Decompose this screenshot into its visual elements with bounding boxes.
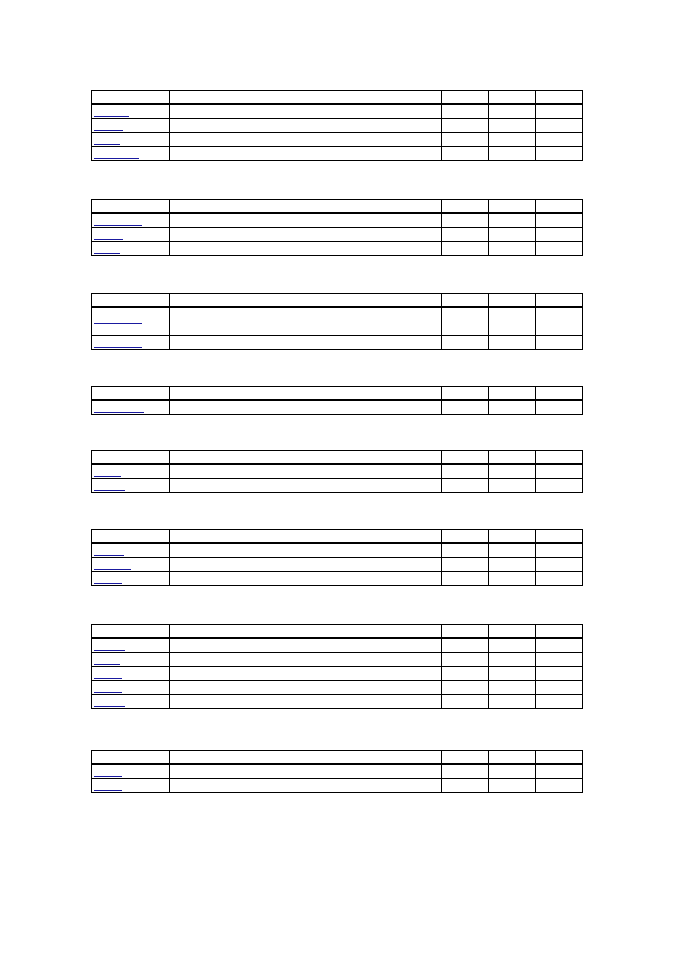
header-cell (442, 91, 489, 105)
table-cell (442, 667, 489, 681)
table-cell (442, 779, 489, 793)
row-link-cell (92, 638, 170, 653)
table-cell (489, 213, 536, 228)
table-cell (536, 681, 583, 695)
table-row (92, 543, 583, 558)
table-7 (91, 624, 583, 709)
header-cell (92, 625, 170, 639)
table-cell (536, 479, 583, 493)
header-cell (536, 387, 583, 401)
table-cell (170, 479, 442, 493)
row-link[interactable] (94, 322, 142, 324)
header-cell (489, 91, 536, 105)
table-header-row (92, 200, 583, 214)
table-cell (442, 307, 489, 336)
table-header-row (92, 451, 583, 465)
table-4 (91, 386, 583, 415)
row-link-cell (92, 653, 170, 667)
table-cell (489, 667, 536, 681)
row-link[interactable] (94, 705, 125, 707)
table-cell (489, 400, 536, 415)
row-link[interactable] (94, 677, 122, 679)
row-link[interactable] (94, 554, 124, 556)
table-cell (536, 228, 583, 242)
header-cell (92, 387, 170, 401)
row-link[interactable] (94, 775, 122, 777)
table-cell (489, 228, 536, 242)
header-cell (92, 451, 170, 465)
table-cell (170, 307, 442, 336)
row-link[interactable] (94, 129, 123, 131)
table-cell (170, 695, 442, 709)
header-cell (92, 751, 170, 765)
table-cell (489, 638, 536, 653)
row-link[interactable] (94, 252, 120, 254)
table-2 (91, 199, 583, 256)
table-cell (170, 104, 442, 119)
table-cell (442, 147, 489, 161)
table-cell (170, 336, 442, 350)
table-row (92, 558, 583, 572)
header-cell (536, 625, 583, 639)
header-cell (442, 294, 489, 308)
table-cell (489, 543, 536, 558)
table-row (92, 464, 583, 479)
table-cell (442, 479, 489, 493)
header-cell (442, 451, 489, 465)
table-row (92, 572, 583, 586)
header-cell (536, 91, 583, 105)
header-cell (536, 530, 583, 544)
table-header-row (92, 294, 583, 308)
table-cell (536, 336, 583, 350)
table-cell (536, 133, 583, 147)
table-row (92, 307, 583, 336)
table-cell (536, 779, 583, 793)
table-row (92, 104, 583, 119)
table-cell (442, 464, 489, 479)
row-link[interactable] (94, 143, 120, 145)
table-row (92, 242, 583, 256)
table-cell (442, 764, 489, 779)
table-cell (536, 764, 583, 779)
row-link-cell (92, 667, 170, 681)
row-link-cell (92, 104, 170, 119)
row-link-cell (92, 681, 170, 695)
header-cell (92, 91, 170, 105)
table-cell (489, 764, 536, 779)
header-cell (442, 625, 489, 639)
table-row (92, 695, 583, 709)
row-link-cell (92, 228, 170, 242)
table-cell (170, 119, 442, 133)
table-cell (489, 479, 536, 493)
header-cell (170, 294, 442, 308)
table-cell (489, 779, 536, 793)
row-link[interactable] (94, 475, 121, 477)
table-cell (489, 653, 536, 667)
table-cell (489, 147, 536, 161)
table-cell (442, 119, 489, 133)
table-row (92, 213, 583, 228)
row-link[interactable] (94, 489, 125, 491)
row-link-cell (92, 133, 170, 147)
table-cell (170, 653, 442, 667)
header-cell (170, 200, 442, 214)
row-link-cell (92, 213, 170, 228)
row-link-cell (92, 400, 170, 415)
table-row (92, 400, 583, 415)
table-row (92, 133, 583, 147)
row-link[interactable] (94, 691, 122, 693)
table-cell (170, 228, 442, 242)
table-cell (536, 695, 583, 709)
table-cell (536, 543, 583, 558)
table-row (92, 336, 583, 350)
row-link-cell (92, 119, 170, 133)
table-8 (91, 750, 583, 793)
header-cell (170, 625, 442, 639)
table-row (92, 779, 583, 793)
row-link[interactable] (94, 157, 139, 159)
header-cell (489, 530, 536, 544)
table-cell (489, 242, 536, 256)
header-cell (536, 294, 583, 308)
table-cell (170, 242, 442, 256)
header-cell (442, 751, 489, 765)
table-cell (536, 242, 583, 256)
header-cell (489, 387, 536, 401)
table-cell (536, 464, 583, 479)
header-cell (92, 530, 170, 544)
table-row (92, 638, 583, 653)
table-cell (170, 133, 442, 147)
header-cell (536, 751, 583, 765)
header-cell (170, 387, 442, 401)
table-cell (442, 638, 489, 653)
table-cell (170, 667, 442, 681)
row-link-cell (92, 336, 170, 350)
table-5 (91, 450, 583, 493)
table-header-row (92, 387, 583, 401)
row-link[interactable] (94, 115, 129, 117)
header-cell (170, 91, 442, 105)
table-row (92, 147, 583, 161)
header-cell (170, 751, 442, 765)
table-cell (170, 543, 442, 558)
row-link[interactable] (94, 346, 142, 348)
table-cell (442, 104, 489, 119)
row-link[interactable] (94, 411, 144, 413)
row-link-cell (92, 543, 170, 558)
table-cell (170, 558, 442, 572)
table-row (92, 119, 583, 133)
table-cell (170, 779, 442, 793)
row-link-cell (92, 558, 170, 572)
table-cell (489, 119, 536, 133)
table-cell (442, 242, 489, 256)
table-cell (170, 681, 442, 695)
row-link[interactable] (94, 582, 122, 584)
table-cell (442, 695, 489, 709)
header-cell (489, 200, 536, 214)
row-link[interactable] (94, 224, 142, 226)
table-cell (442, 213, 489, 228)
header-cell (489, 625, 536, 639)
row-link-cell (92, 147, 170, 161)
table-cell (536, 667, 583, 681)
header-cell (92, 294, 170, 308)
table-row (92, 479, 583, 493)
table-cell (442, 653, 489, 667)
table-cell (170, 572, 442, 586)
table-cell (489, 695, 536, 709)
table-cell (536, 104, 583, 119)
row-link[interactable] (94, 789, 122, 791)
table-cell (442, 572, 489, 586)
table-cell (536, 119, 583, 133)
table-cell (489, 572, 536, 586)
header-cell (489, 751, 536, 765)
table-cell (536, 213, 583, 228)
table-cell (170, 464, 442, 479)
row-link-cell (92, 242, 170, 256)
row-link-cell (92, 764, 170, 779)
row-link[interactable] (94, 238, 123, 240)
table-cell (536, 572, 583, 586)
table-header-row (92, 625, 583, 639)
header-cell (442, 530, 489, 544)
table-cell (170, 400, 442, 415)
table-header-row (92, 751, 583, 765)
header-cell (536, 451, 583, 465)
table-cell (536, 400, 583, 415)
table-cell (489, 464, 536, 479)
row-link-cell (92, 695, 170, 709)
table-row (92, 228, 583, 242)
table-header-row (92, 91, 583, 105)
table-header-row (92, 530, 583, 544)
header-cell (442, 387, 489, 401)
table-cell (489, 681, 536, 695)
header-cell (489, 294, 536, 308)
table-cell (170, 764, 442, 779)
table-1 (91, 90, 583, 161)
table-6 (91, 529, 583, 586)
row-link-cell (92, 307, 170, 336)
header-cell (170, 451, 442, 465)
table-row (92, 681, 583, 695)
row-link[interactable] (94, 568, 131, 570)
header-cell (442, 200, 489, 214)
table-cell (536, 147, 583, 161)
table-cell (489, 104, 536, 119)
table-cell (442, 336, 489, 350)
table-row (92, 667, 583, 681)
table-row (92, 764, 583, 779)
table-row (92, 653, 583, 667)
table-3 (91, 293, 583, 350)
table-cell (170, 147, 442, 161)
table-cell (536, 638, 583, 653)
table-cell (489, 336, 536, 350)
table-cell (489, 133, 536, 147)
table-cell (489, 307, 536, 336)
table-cell (489, 558, 536, 572)
row-link[interactable] (94, 649, 125, 651)
table-cell (536, 307, 583, 336)
table-cell (170, 213, 442, 228)
table-cell (536, 558, 583, 572)
row-link-cell (92, 479, 170, 493)
table-cell (536, 653, 583, 667)
row-link[interactable] (94, 663, 120, 665)
row-link-cell (92, 779, 170, 793)
table-cell (442, 133, 489, 147)
table-cell (442, 681, 489, 695)
row-link-cell (92, 572, 170, 586)
table-cell (170, 638, 442, 653)
row-link-cell (92, 464, 170, 479)
table-cell (442, 558, 489, 572)
table-cell (442, 400, 489, 415)
table-cell (442, 543, 489, 558)
header-cell (536, 200, 583, 214)
header-cell (489, 451, 536, 465)
header-cell (92, 200, 170, 214)
table-cell (442, 228, 489, 242)
header-cell (170, 530, 442, 544)
